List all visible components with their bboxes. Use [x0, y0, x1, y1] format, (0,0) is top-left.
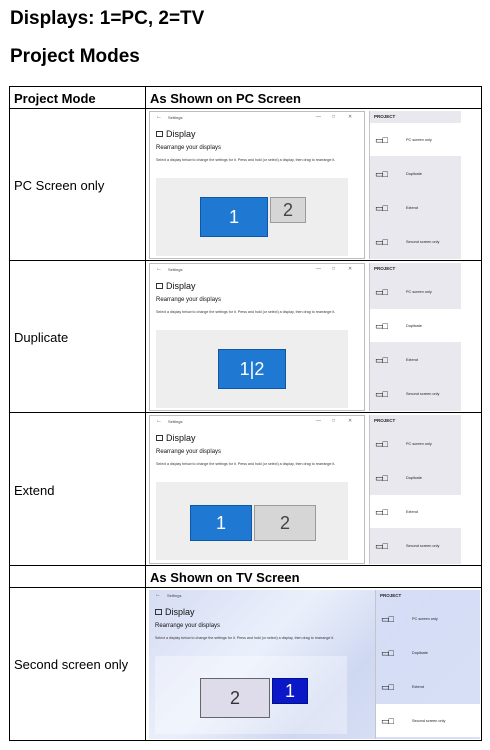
page-heading: Displays: 1=PC, 2=TV — [10, 8, 205, 29]
project-option-second-screen-only: ▭□ Second screen only — [375, 237, 440, 247]
window-title: Settings — [167, 593, 182, 598]
settings-window — [149, 415, 365, 564]
display-title: Display — [165, 607, 195, 617]
row-label-duplicate: Duplicate — [14, 330, 69, 345]
rearrange-heading: Rearrange your displays — [156, 145, 222, 151]
section-heading: Project Modes — [10, 46, 140, 67]
row-divider — [10, 587, 481, 588]
column-divider — [145, 87, 146, 740]
project-option-extend: ▭□ Extend — [375, 355, 418, 365]
monitor-1: 1 — [200, 197, 268, 237]
rearrange-description: Select a display below to change the settings for it. Press and hold (or select) a display, then drag to rearrange it. — [156, 158, 336, 162]
project-option-duplicate: ▭□ Duplicate — [375, 473, 422, 483]
monitor-2: 2 — [254, 505, 316, 541]
project-option-pc-screen-only: ▭□ PC screen only — [375, 287, 432, 297]
monitor-pair-icon: ▭□ — [375, 355, 387, 365]
row-divider — [10, 565, 481, 566]
monitor-pair-icon: ▭□ — [375, 287, 387, 297]
minimize-icon: — — [316, 114, 321, 120]
screenshot-extend — [149, 415, 461, 564]
back-arrow-icon: ← — [156, 266, 162, 272]
maximize-icon: □ — [332, 114, 336, 120]
project-option-pc-screen-only: ▭□ PC screen only — [381, 614, 438, 624]
screenshot-duplicate — [149, 263, 461, 411]
window-title: Settings — [168, 115, 183, 120]
row-divider — [10, 108, 481, 109]
project-panel-title: PROJECT — [374, 266, 396, 271]
row-label-pc-screen-only: PC Screen only — [14, 178, 105, 193]
col-header-pc-screen: As Shown on PC Screen — [150, 91, 301, 106]
rearrange-description: Select a display below to change the settings for it. Press and hold (or select) a display, then drag to rearrange it. — [156, 462, 336, 466]
monitor-1: 1 — [272, 678, 308, 704]
rearrange-heading: Rearrange your displays — [155, 623, 221, 629]
monitor-pair-icon: ▭□ — [375, 473, 387, 483]
row-divider — [10, 260, 481, 261]
project-option-pc-screen-only: ▭□ PC screen only — [370, 123, 461, 156]
row-label-extend: Extend — [14, 483, 55, 498]
display-arrangement-canvas — [156, 330, 348, 408]
home-icon — [155, 609, 162, 615]
back-arrow-icon: ← — [156, 114, 162, 120]
window-title: Settings — [168, 267, 183, 272]
rearrange-description: Select a display below to change the settings for it. Press and hold (or select) a display, then drag to rearrange it. — [155, 636, 335, 640]
close-icon: ✕ — [348, 418, 353, 424]
display-arrangement-canvas — [156, 482, 348, 560]
monitor-pair-icon: ▭□ — [381, 682, 393, 692]
project-panel — [369, 415, 461, 564]
back-arrow-icon: ← — [156, 418, 162, 424]
maximize-icon: □ — [332, 266, 336, 272]
display-arrangement-canvas — [156, 178, 348, 256]
screenshot-pc-screen-only — [149, 111, 461, 259]
monitor-pair-icon: ▭□ — [381, 648, 393, 658]
project-option-extend: ▭□ Extend — [370, 495, 461, 528]
monitor-pair-icon: ▭□ — [375, 135, 387, 145]
col-header-tv-screen: As Shown on TV Screen — [150, 570, 300, 585]
project-option-duplicate: ▭□ Duplicate — [375, 169, 422, 179]
home-icon — [156, 283, 163, 289]
monitor-pair-icon: ▭□ — [381, 716, 393, 726]
project-panel — [375, 590, 480, 739]
display-title: Display — [166, 129, 196, 139]
project-option-duplicate: ▭□ Duplicate — [370, 309, 461, 342]
home-icon — [156, 435, 163, 441]
monitor-pair-icon: ▭□ — [375, 439, 387, 449]
monitor-1: 1 — [190, 505, 252, 541]
rearrange-description: Select a display below to change the settings for it. Press and hold (or select) a display, then drag to rearrange it. — [156, 310, 336, 314]
monitor-pair-icon: ▭□ — [375, 541, 387, 551]
monitor-pair-icon: ▭□ — [375, 237, 387, 247]
monitor-pair-icon: ▭□ — [375, 203, 387, 213]
display-arrangement-canvas — [155, 656, 347, 734]
row-divider — [10, 412, 481, 413]
monitor-pair-icon: ▭□ — [375, 389, 387, 399]
project-panel — [369, 263, 461, 411]
project-panel-title: PROJECT — [374, 418, 396, 423]
monitor-pair-icon: ▭□ — [375, 321, 387, 331]
row-label-second-screen-only: Second screen only — [14, 657, 129, 672]
monitor-pair-icon: ▭□ — [381, 614, 393, 624]
settings-window — [149, 263, 365, 411]
close-icon: ✕ — [348, 114, 353, 120]
close-icon: ✕ — [348, 266, 353, 272]
project-option-second-screen-only: ▭□ Second screen only — [375, 541, 440, 551]
monitor-pair-icon: ▭□ — [375, 507, 387, 517]
settings-window — [149, 590, 365, 739]
rearrange-heading: Rearrange your displays — [156, 449, 222, 455]
monitor-pair-icon: ▭□ — [375, 169, 387, 179]
project-option-duplicate: ▭□ Duplicate — [381, 648, 428, 658]
project-option-extend: ▭□ Extend — [381, 682, 424, 692]
minimize-icon: — — [316, 418, 321, 424]
back-arrow-icon: ← — [155, 592, 161, 598]
display-title: Display — [166, 281, 196, 291]
project-option-second-screen-only: ▭□ Second screen only — [376, 704, 480, 737]
monitor-duplicate: 1|2 — [218, 349, 286, 389]
project-option-second-screen-only: ▭□ Second screen only — [375, 389, 440, 399]
project-panel-title: PROJECT — [374, 114, 396, 119]
project-option-extend: ▭□ Extend — [375, 203, 418, 213]
window-title: Settings — [168, 419, 183, 424]
rearrange-heading: Rearrange your displays — [156, 297, 222, 303]
project-panel — [369, 111, 461, 259]
project-option-pc-screen-only: ▭□ PC screen only — [375, 439, 432, 449]
monitor-2: 2 — [270, 197, 306, 223]
minimize-icon: — — [316, 266, 321, 272]
monitor-2: 2 — [200, 678, 270, 718]
project-panel-title: PROJECT — [380, 593, 402, 598]
home-icon — [156, 131, 163, 137]
col-header-project-mode: Project Mode — [14, 91, 96, 106]
project-modes-table — [9, 86, 482, 741]
display-title: Display — [166, 433, 196, 443]
maximize-icon: □ — [332, 418, 336, 424]
settings-window — [149, 111, 365, 259]
screenshot-second-screen-only — [149, 590, 480, 739]
